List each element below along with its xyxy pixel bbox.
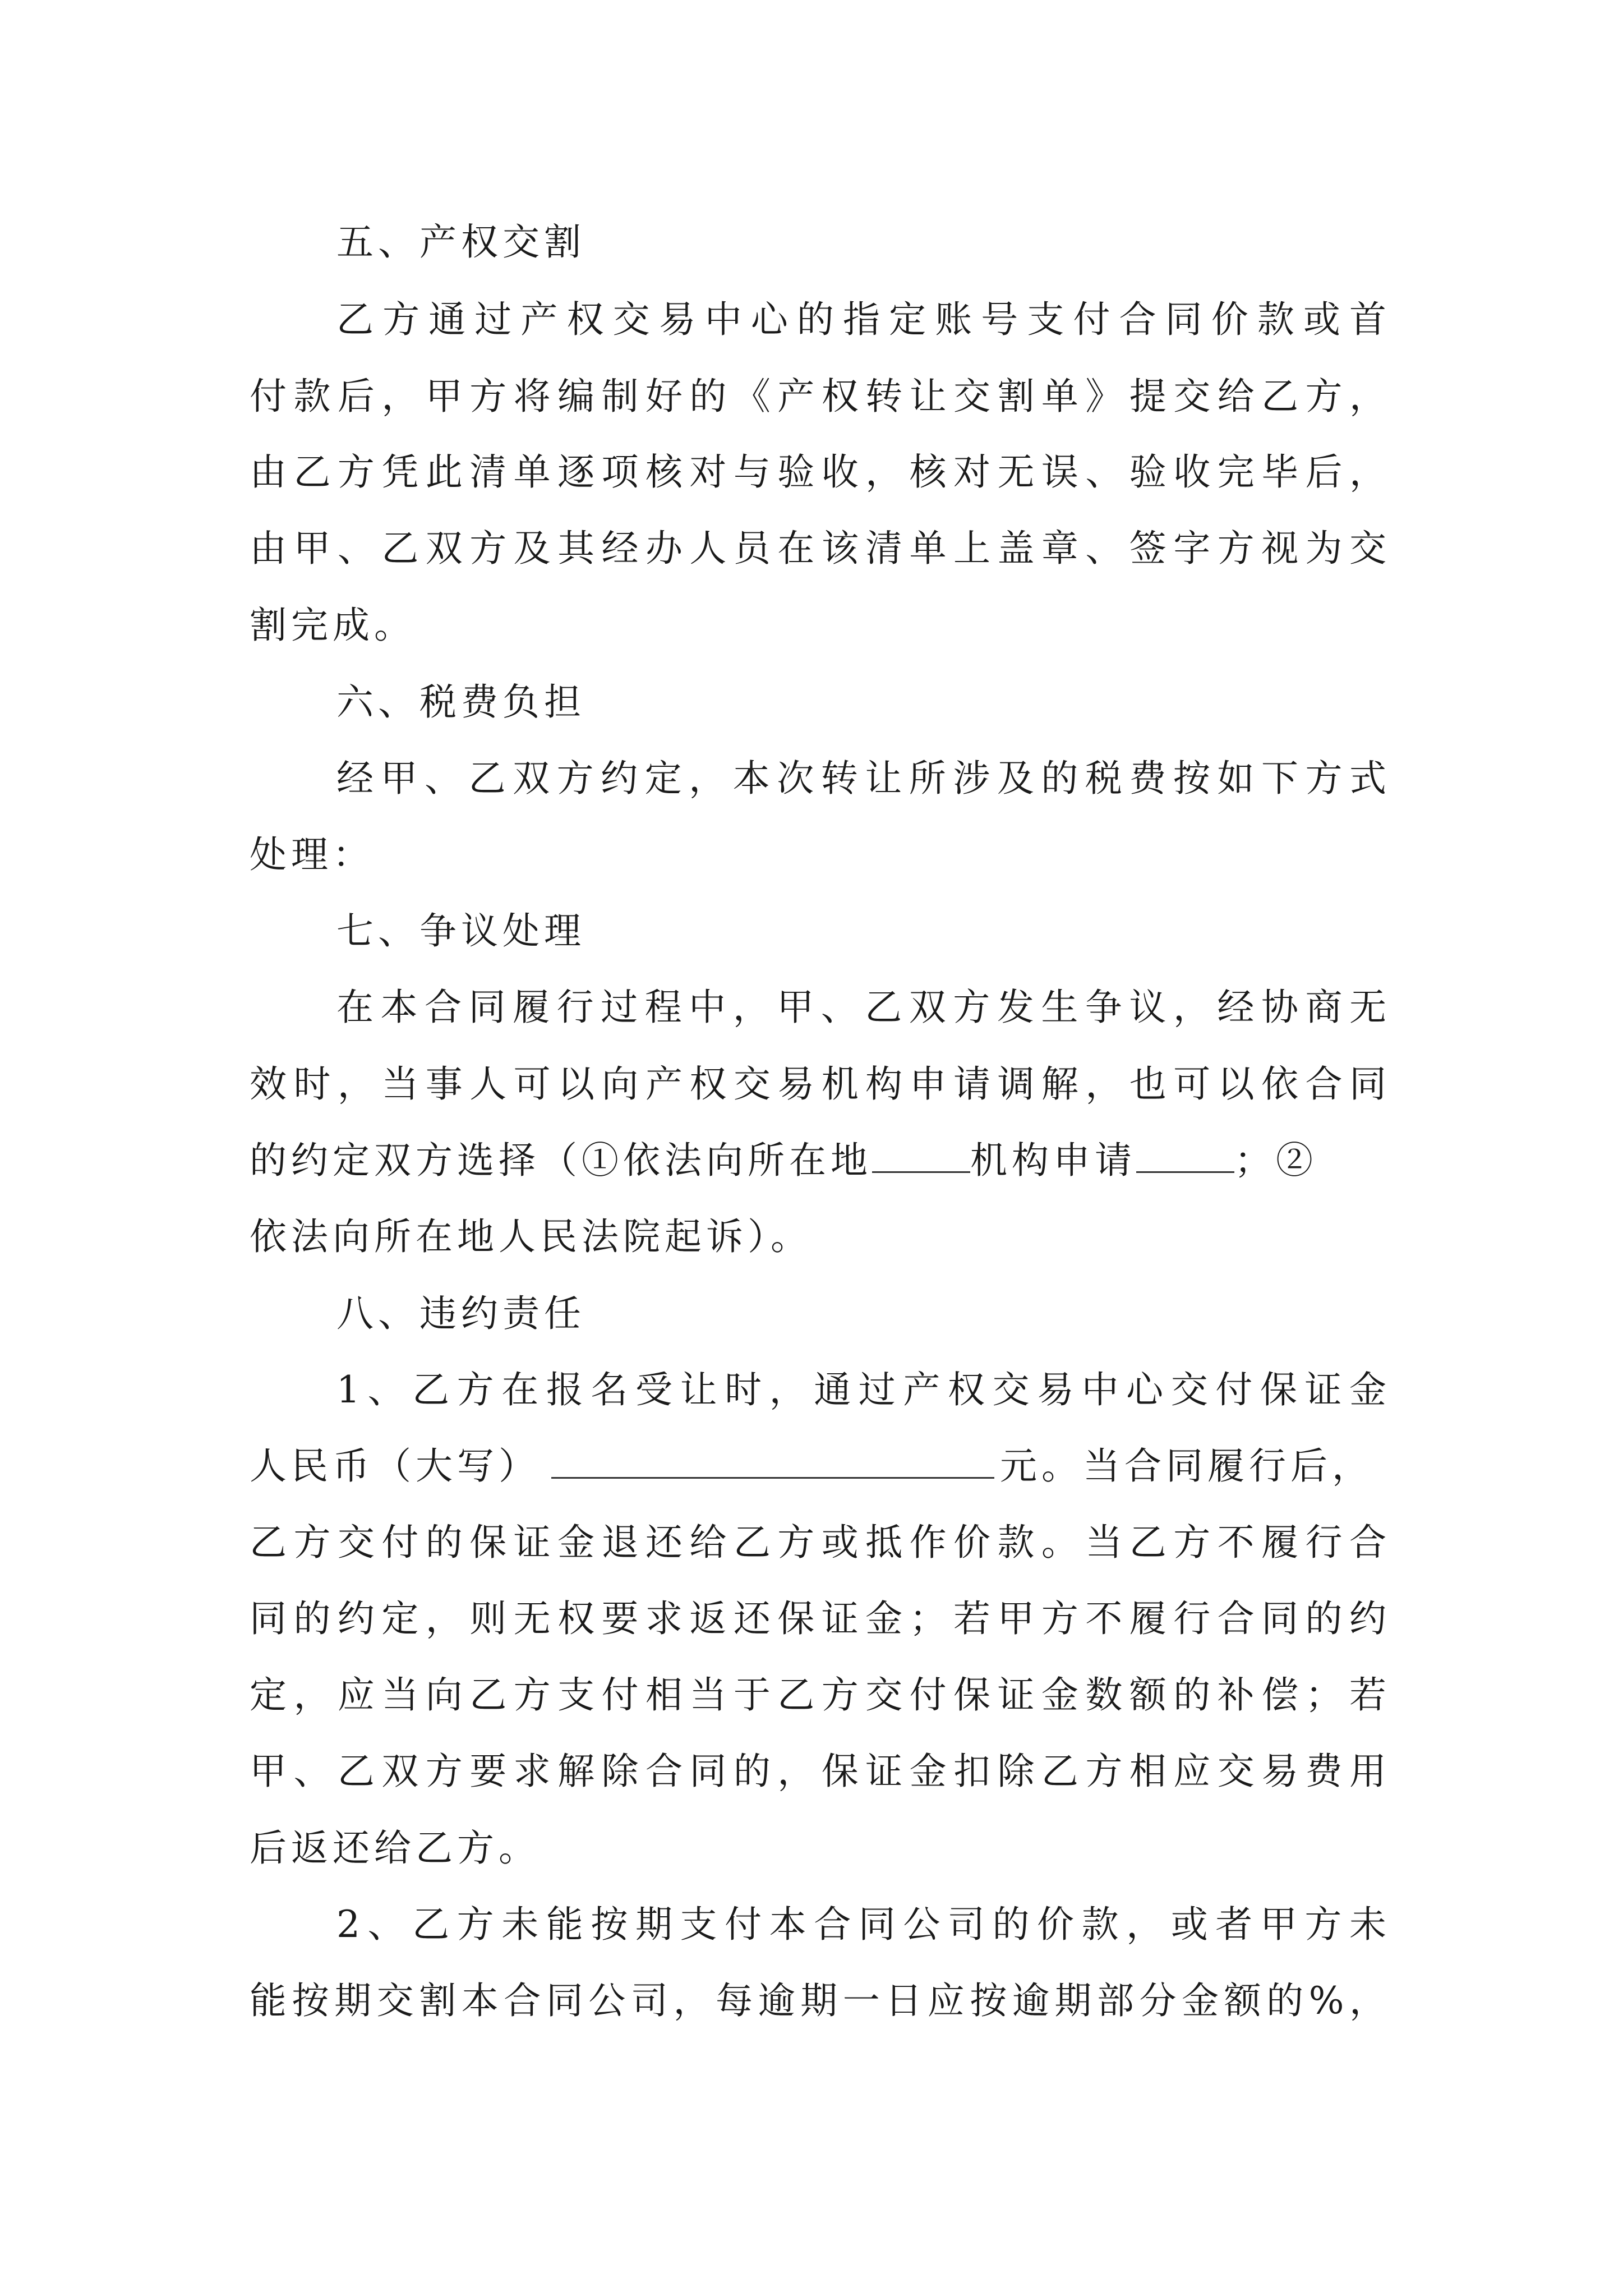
paragraph-line-with-blanks (250, 1135, 1391, 1186)
paragraph-line: 经甲、乙双方约定，本次转让所涉及的税费按如下方式 (336, 757, 1391, 800)
paragraph-line: 付款后，甲方将编制好的《产权转让交割单》提交给乙方， (250, 375, 1391, 418)
paragraph-line: 依法向所在地人民法院起诉）。 (250, 1215, 812, 1258)
section-heading-property-delivery: 五、产权交割 (336, 220, 585, 264)
fill-in-blank-amount (551, 1442, 994, 1479)
paragraph-line: 处理： (250, 833, 374, 876)
text-segment: 人民币（大写） (250, 1444, 540, 1488)
paragraph-line: 乙方交付的保证金退还给乙方或抵作价款。当乙方不履行合 (250, 1521, 1391, 1564)
paragraph-line: 1、乙方在报名受让时，通过产权交易中心交付保证金 (336, 1368, 1391, 1411)
paragraph-line: 定，应当向乙方支付相当于乙方交付保证金数额的补偿；若 (250, 1673, 1391, 1717)
section-heading-tax-burden: 六、税费负担 (336, 680, 585, 724)
text-segment: ；② (1234, 1139, 1317, 1182)
text-segment: 的约定双方选择（①依法向所在地 (250, 1139, 872, 1182)
fill-in-blank (1136, 1137, 1234, 1173)
paragraph-line: 乙方通过产权交易中心的指定账号支付合同价款或首 (336, 298, 1391, 341)
paragraph-line: 能按期交割本合同公司，每逾期一日应按逾期部分金额的%， (250, 1979, 1391, 2022)
paragraph-line: 由甲、乙双方及其经办人员在该清单上盖章、签字方视为交 (250, 527, 1391, 570)
paragraph-line: 同的约定，则无权要求返还保证金；若甲方不履行合同的约 (250, 1597, 1391, 1640)
paragraph-line: 效时，当事人可以向产权交易机构申请调解，也可以依合同 (250, 1062, 1391, 1106)
section-heading-liability-for-breach: 八、违约责任 (336, 1292, 585, 1335)
paragraph-line-with-blank (250, 1441, 1391, 1492)
paragraph-line: 由乙方凭此清单逐项核对与验收，核对无误、验收完毕后， (250, 450, 1391, 494)
paragraph-line: 割完成。 (250, 604, 416, 647)
paragraph-line: 甲、乙双方要求解除合同的，保证金扣除乙方相应交易费用 (250, 1750, 1391, 1793)
text-segment: 机构申请 (970, 1139, 1136, 1182)
paragraph-line: 2、乙方未能按期支付本合同公司的价款，或者甲方未 (336, 1903, 1391, 1946)
section-heading-dispute-resolution: 七、争议处理 (336, 909, 585, 953)
paragraph-line: 在本合同履行过程中，甲、乙双方发生争议，经协商无 (336, 986, 1391, 1029)
fill-in-blank (872, 1137, 970, 1173)
text-segment: 元。当合同履行后， (1000, 1444, 1373, 1488)
paragraph-line: 后返还给乙方。 (250, 1826, 540, 1870)
